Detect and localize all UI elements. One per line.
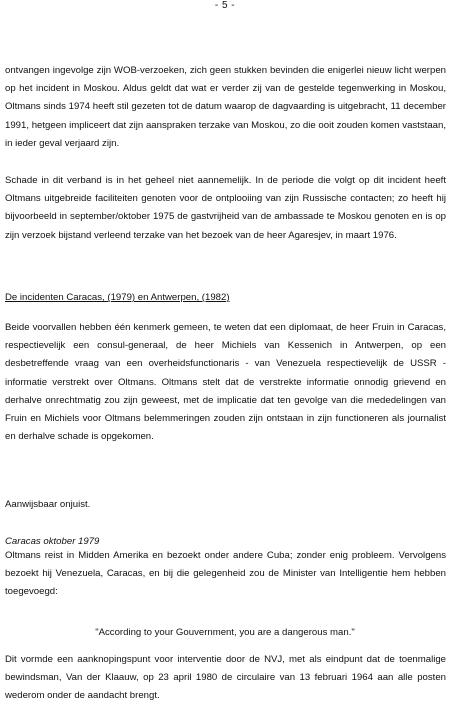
heading-incidents: De incidenten Caracas, (1979) en Antwerpen, (1982)	[5, 292, 230, 303]
page-number: - 5 -	[214, 0, 236, 11]
aanwijsbaar-onjuist: Aanwijsbaar onjuist.	[5, 499, 91, 510]
paragraph-nvj: Dit vormde een aanknopingspunt voor interventie door de NVJ, met als eindpunt dat de toenmalige bewindsman, Van der Klaauw, op 23 april 1980 de circulaire van 13 februari 1964 aan alle posten wederom onder de aandacht brengt.	[5, 654, 446, 702]
subheading-caracas: Caracas oktober 1979	[5, 536, 100, 547]
paragraph-moscow-summary: ontvangen ingevolge zijn WOB-verzoeken, zich geen stukken bevinden die enigerlei nieuw licht werpen op het incident in Moskou. Aldus geldt dat wat er verder zij van de gestelde tegenwerking in Moskou, Oltmans sinds 1974 heeft stil gezeten tot de datum waarop de dagvaarding is uitgebracht, 11 december 1991, hetgeen impliceert dat zijn aanspraken terzake van Moskou, zo die ooit zouden komen vaststaan, in ieder geval verjaard zijn.	[5, 65, 446, 149]
paragraph-damage: Schade in dit verband is in het geheel niet aannemelijk. In de periode die volgt op dit incident heeft Oltmans uitgebreide faciliteiten genoten voor de ontplooiing van zijn Russische contacten; zo heeft hij bijvoorbeeld in september/oktober 1975 de gastvrijheid van de ambassade te Moskou genoten en is op zijn verzoek bijstand verleend terzake van het bezoek van de heer Agaresjev, in maart 1976.	[5, 175, 446, 241]
paragraph-caracas: Oltmans reist in Midden Amerika en bezoekt onder andere Cuba; zonder enig probleem. Vervolgens bezoekt hij Venezuela, Caracas, en bij die gelegenheid zou de Minister van Intelligentie hem hebben toegevoegd:	[5, 550, 446, 598]
quote: "According to your Gouvernment, you are a dangerous man."	[95, 627, 355, 638]
paragraph-incidents: Beide voorvallen hebben één kenmerk gemeen, te weten dat een diplomaat, de heer Fruin in Caracas, respectievelijk een consul-generaal, de heer Michiels van Kessenich in Antwerpen, op een desbetreffende vraag van een overheidsfunctionaris - van Venezuela respectievelijk de USSR - informatie verstrekt over Oltmans. Oltmans stelt dat de verstrekte informatie onnodig grievend en derhalve onrechtmatig zou zijn geweest, met de implicatie dat ten gevolge van die mededelingen van Fruin en Michiels voor Oltmans belemmeringen zouden zijn ontstaan in zijn functioneren als journalist en derhalve schade is opgekomen.	[5, 322, 446, 443]
